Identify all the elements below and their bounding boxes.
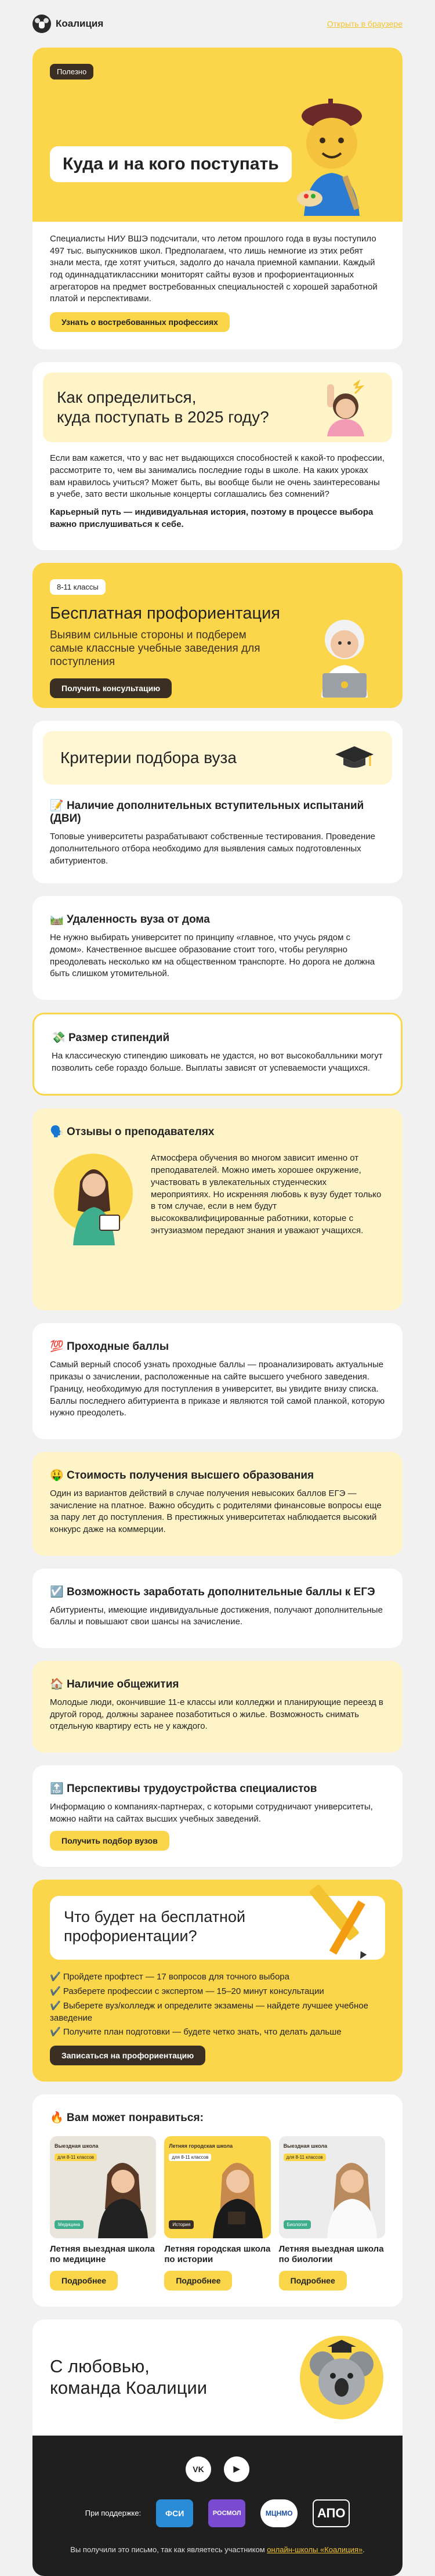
signoff-card bbox=[32, 2320, 403, 2436]
intro-card bbox=[32, 48, 403, 349]
partner-logo-rosmol[interactable]: РОСМОЛ bbox=[208, 2499, 245, 2527]
product-biology[interactable] bbox=[279, 2136, 385, 2290]
product-image-caption: Выездная школа bbox=[283, 2143, 328, 2149]
product-image[interactable] bbox=[50, 2136, 156, 2238]
signoff-line2: команда Коалиции bbox=[50, 2377, 208, 2398]
criterion-title: Возможность заработать дополнительные баллы к ЕГЭ bbox=[66, 1585, 375, 1598]
define-bold-text: Карьерный путь — индивидуальная история, поэтому в процессе выбора важно прислушиваться к себе. bbox=[50, 507, 374, 529]
logo[interactable] bbox=[32, 15, 103, 33]
student-photo bbox=[90, 2151, 154, 2238]
criteria-title: Критерии подбора вуза bbox=[60, 749, 237, 767]
house-icon: 🏠 bbox=[50, 1678, 64, 1690]
define-text: Если вам кажется, что у вас нет выдающихся способностей к какой-то профессии, рассмотрите то, чем вы занимались последние годы в школе. На каких уроках вам нравилось учиться? Может быть, вы вообще были не очень заинтересованы в учебе, зато вести школьные концерты соглашались без сомнений? bbox=[50, 453, 385, 500]
raising-hand-girl-icon bbox=[319, 381, 371, 436]
criteria-header bbox=[43, 731, 392, 785]
product-image[interactable] bbox=[279, 2136, 385, 2238]
top-arrow-icon: 🔝 bbox=[50, 1783, 64, 1795]
list-item: ✔️ Выберете вуз/колледж и определите экзамены — найдете лучшее учебное заведение bbox=[50, 2000, 368, 2023]
product-subject-tag: Биология bbox=[284, 2220, 311, 2229]
youtube-icon[interactable]: ▶ bbox=[224, 2456, 249, 2482]
criterion-cost bbox=[32, 1452, 403, 1556]
partner-logo-apo[interactable]: АПО bbox=[313, 2499, 350, 2527]
criterion-title: Наличие дополнительных вступительных испытаний (ДВИ) bbox=[50, 800, 364, 825]
define-banner bbox=[43, 373, 392, 442]
criterion-reviews bbox=[32, 1108, 403, 1310]
criterion-title: Отзывы о преподавателях bbox=[66, 1126, 215, 1139]
partner-logo-fsi[interactable]: ФСИ bbox=[156, 2499, 193, 2527]
student-photo bbox=[319, 2151, 383, 2238]
product-badge: для 8-11 классов bbox=[55, 2154, 97, 2161]
list-item: ✔️ Пройдете профтест — 17 вопросов для точного выбора bbox=[50, 1972, 289, 1982]
product-image-caption: Летняя городская школа bbox=[169, 2143, 233, 2149]
partners-label: При поддержке: bbox=[85, 2509, 142, 2518]
criterion-text: Топовые университеты разрабатывают собственные тестирования. Проведение дополнительного отбора необходимо для выявления самых подготовленных абитуриентов. bbox=[50, 832, 375, 866]
learn-professions-button[interactable]: Узнать о востребованных профессиях bbox=[50, 312, 230, 332]
signoff-line1: С любовью, bbox=[50, 2356, 150, 2377]
intro-tag: Полезно bbox=[50, 64, 93, 80]
criterion-text: Самый верный способ узнать проходные баллы — проанализировать актуальные приказы о зачислении, расположенные на сайте высшего учебного заведения. Границу, необходимую для поступления в университет, вы увидите внизу списка. Баллы последнего абитуриента в приказе и являются той самой планкой, которую нужно преодолеть. bbox=[50, 1360, 385, 1418]
logo-text: Коалиция bbox=[56, 18, 104, 29]
criterion-employment bbox=[32, 1765, 403, 1867]
criterion-text: Молодые люди, окончившие 11-е классы или колледжи и планирующие переезд в другой город, должны заранее позаботиться о жилье. Возможность снимать отдельную квартиру есть не у каждого. bbox=[50, 1697, 383, 1732]
criterion-title: Удаленность вуза от дома bbox=[66, 913, 210, 926]
promo-grade-tag: 8-11 классы bbox=[50, 579, 106, 595]
ruler-pencil-icon bbox=[311, 1884, 375, 1960]
footer-note-end: . bbox=[362, 2545, 365, 2554]
koala-logo-icon bbox=[32, 15, 51, 33]
criterion-text: Информацию о компаниях-партнерах, с которыми сотрудничают университеты, можно найти на сайтах высших учебных заведений. bbox=[50, 1802, 373, 1824]
intro-title: Куда и на кого поступать bbox=[50, 146, 292, 182]
email-footer bbox=[32, 2436, 403, 2576]
hundred-points-icon: 💯 bbox=[50, 1341, 64, 1353]
vk-icon[interactable]: VK bbox=[186, 2456, 211, 2482]
product-subject-tag: Медицина bbox=[55, 2220, 84, 2229]
student-photo bbox=[205, 2151, 269, 2238]
free-profiling-card bbox=[32, 1880, 403, 2081]
list-item: ✔️ Разберете профессии с экспертом — 15–20 минут консультации bbox=[50, 1986, 324, 1997]
promo-subtitle: Выявим сильные стороны и подберем самые классные учебные заведения для поступления bbox=[50, 629, 260, 668]
criterion-title: Стоимость получения высшего образования bbox=[66, 1469, 314, 1482]
criterion-text: Атмосфера обучения во многом зависит именно от преподавателей. Можно иметь хорошее окружение, участвовать в увлекательных студенческих мероприятиях. Но искренняя любовь к вузу будет только в том случае, если в нем будут высококвалифицированные работники, которые с энтузиазмом передают знания и уважают учащихся. bbox=[151, 1153, 382, 1235]
koala-mascot-icon bbox=[298, 2334, 385, 2421]
intro-text: Специалисты НИУ ВШЭ подсчитали, что летом прошлого года в вузы поступило 497 тыс. выпускников школ. Предполагаем, что лишь немногие из этих ребят знали места, где хотят учиться, задолго до начала приемной кампании. Каждый год одиннадцатиклассники мониторят сайты вузов и профориентационных агрегаторов на предмет востребованных специальностей с хорошей заработной платой и перспективами. bbox=[50, 234, 378, 304]
criterion-text: На классическую стипендию шиковать не удастся, но вот высокобалльники могут позволить себе гораздо больше. Выплаты зависят от успеваемости учащихся. bbox=[52, 1051, 383, 1073]
partner-logo-mccme[interactable]: МЦНМО bbox=[260, 2499, 298, 2527]
recommendations-title: 🔥 Вам может понравиться: bbox=[50, 2111, 204, 2124]
product-subject-tag: История bbox=[169, 2220, 194, 2229]
criterion-text: Один из вариантов действий в случае получения невысоких баллов ЕГЭ — зачисление на платное. Важно обсудить с родителями финансовые вопросы еще за пару лет до поступления. В престижных университетах наблюдается высокий конкурс даже на коммерции. bbox=[50, 1488, 382, 1534]
product-badge: для 8-11 классов bbox=[169, 2154, 211, 2161]
criterion-dormitory bbox=[32, 1661, 403, 1753]
product-image[interactable] bbox=[164, 2136, 270, 2238]
school-link[interactable]: онлайн-школы «Коалиция» bbox=[267, 2545, 363, 2554]
criterion-text: Не нужно выбирать университет по принципу «главное, что учусь рядом с домом». Качественное высшее образование стоит того, чтобы регулярно преодолевать несколько км на общественном транспорте. Но дорога не должна быть слишком утомительной. bbox=[50, 933, 375, 979]
free-profiling-banner bbox=[50, 1896, 385, 1960]
promo-card bbox=[32, 563, 403, 708]
teacher-illustration bbox=[50, 1147, 137, 1245]
product-badge: для 8-11 классов bbox=[284, 2154, 326, 2161]
railway-track-icon: 🛤️ bbox=[50, 913, 64, 926]
list-item: ✔️ Получите план подготовки — будете четко знать, что делать дальше bbox=[50, 2027, 342, 2037]
criterion-title: Размер стипендий bbox=[68, 1032, 170, 1045]
product-details-button[interactable]: Подробнее bbox=[50, 2271, 118, 2290]
product-details-button[interactable]: Подробнее bbox=[164, 2271, 232, 2290]
footer-note bbox=[50, 2545, 385, 2555]
criterion-passing-scores bbox=[32, 1323, 403, 1439]
define-title-line1: Как определиться, bbox=[57, 388, 197, 407]
check-box-icon: ☑️ bbox=[50, 1585, 64, 1598]
speaking-head-icon: 🗣️ bbox=[50, 1126, 64, 1139]
recommendations-card bbox=[32, 2094, 403, 2307]
criterion-text: Абитуриенты, имеющие индивидуальные достижения, получают дополнительные баллы и повышают свои шансы на зачисление. bbox=[50, 1605, 383, 1627]
criterion-title: Перспективы трудоустройства специалистов bbox=[66, 1783, 317, 1795]
product-details-button[interactable]: Подробнее bbox=[279, 2271, 347, 2290]
promo-title: Бесплатная профориентация bbox=[50, 604, 280, 623]
free-title-line1: Что будет на бесплатной bbox=[64, 1908, 246, 1926]
social-links bbox=[50, 2456, 385, 2482]
partners-row bbox=[50, 2499, 385, 2527]
criterion-extra-points bbox=[32, 1569, 403, 1648]
products-list bbox=[50, 2136, 385, 2290]
product-name: Летняя выездная школа по биологии bbox=[278, 2243, 384, 2264]
intro-banner bbox=[32, 48, 403, 222]
criterion-title: Наличие общежития bbox=[66, 1678, 179, 1690]
girl-with-laptop-icon bbox=[310, 610, 379, 698]
criterion-title: Проходные баллы bbox=[66, 1341, 169, 1353]
criterion-dvi bbox=[43, 785, 392, 873]
free-profiling-list bbox=[50, 1971, 385, 2038]
product-medicine[interactable] bbox=[50, 2136, 156, 2290]
money-wings-icon: 💸 bbox=[52, 1032, 66, 1045]
product-image-caption: Выездная школа bbox=[55, 2143, 99, 2149]
artist-emoji-icon bbox=[290, 88, 377, 216]
free-title-line2: профориентации? bbox=[64, 1927, 197, 1945]
sign-up-profiling-button[interactable]: Записаться на профориентацию bbox=[50, 2046, 205, 2065]
product-name: Летняя городская школа по истории bbox=[164, 2243, 271, 2264]
get-consultation-button[interactable]: Получить консультацию bbox=[50, 678, 172, 698]
money-mouth-face-icon: 🤑 bbox=[50, 1469, 64, 1482]
footer-note-text: Вы получили это письмо, так как являетесь участником bbox=[70, 2545, 267, 2554]
criteria-header-card bbox=[32, 721, 403, 883]
graduation-cap-icon bbox=[334, 745, 375, 771]
criterion-distance bbox=[32, 896, 403, 1000]
product-history[interactable] bbox=[164, 2136, 270, 2290]
memo-icon: 📝 bbox=[50, 800, 64, 812]
define-card bbox=[32, 362, 403, 550]
get-universities-selection-button[interactable]: Получить подбор вузов bbox=[50, 1831, 169, 1851]
define-title-line2: куда поступать в 2025 году? bbox=[57, 407, 269, 426]
open-in-browser-link[interactable]: Открыть в браузере bbox=[327, 19, 403, 28]
email-header bbox=[0, 0, 435, 48]
product-name: Летняя выездная школа по медицине bbox=[50, 2243, 155, 2264]
criterion-scholarship bbox=[32, 1013, 403, 1096]
